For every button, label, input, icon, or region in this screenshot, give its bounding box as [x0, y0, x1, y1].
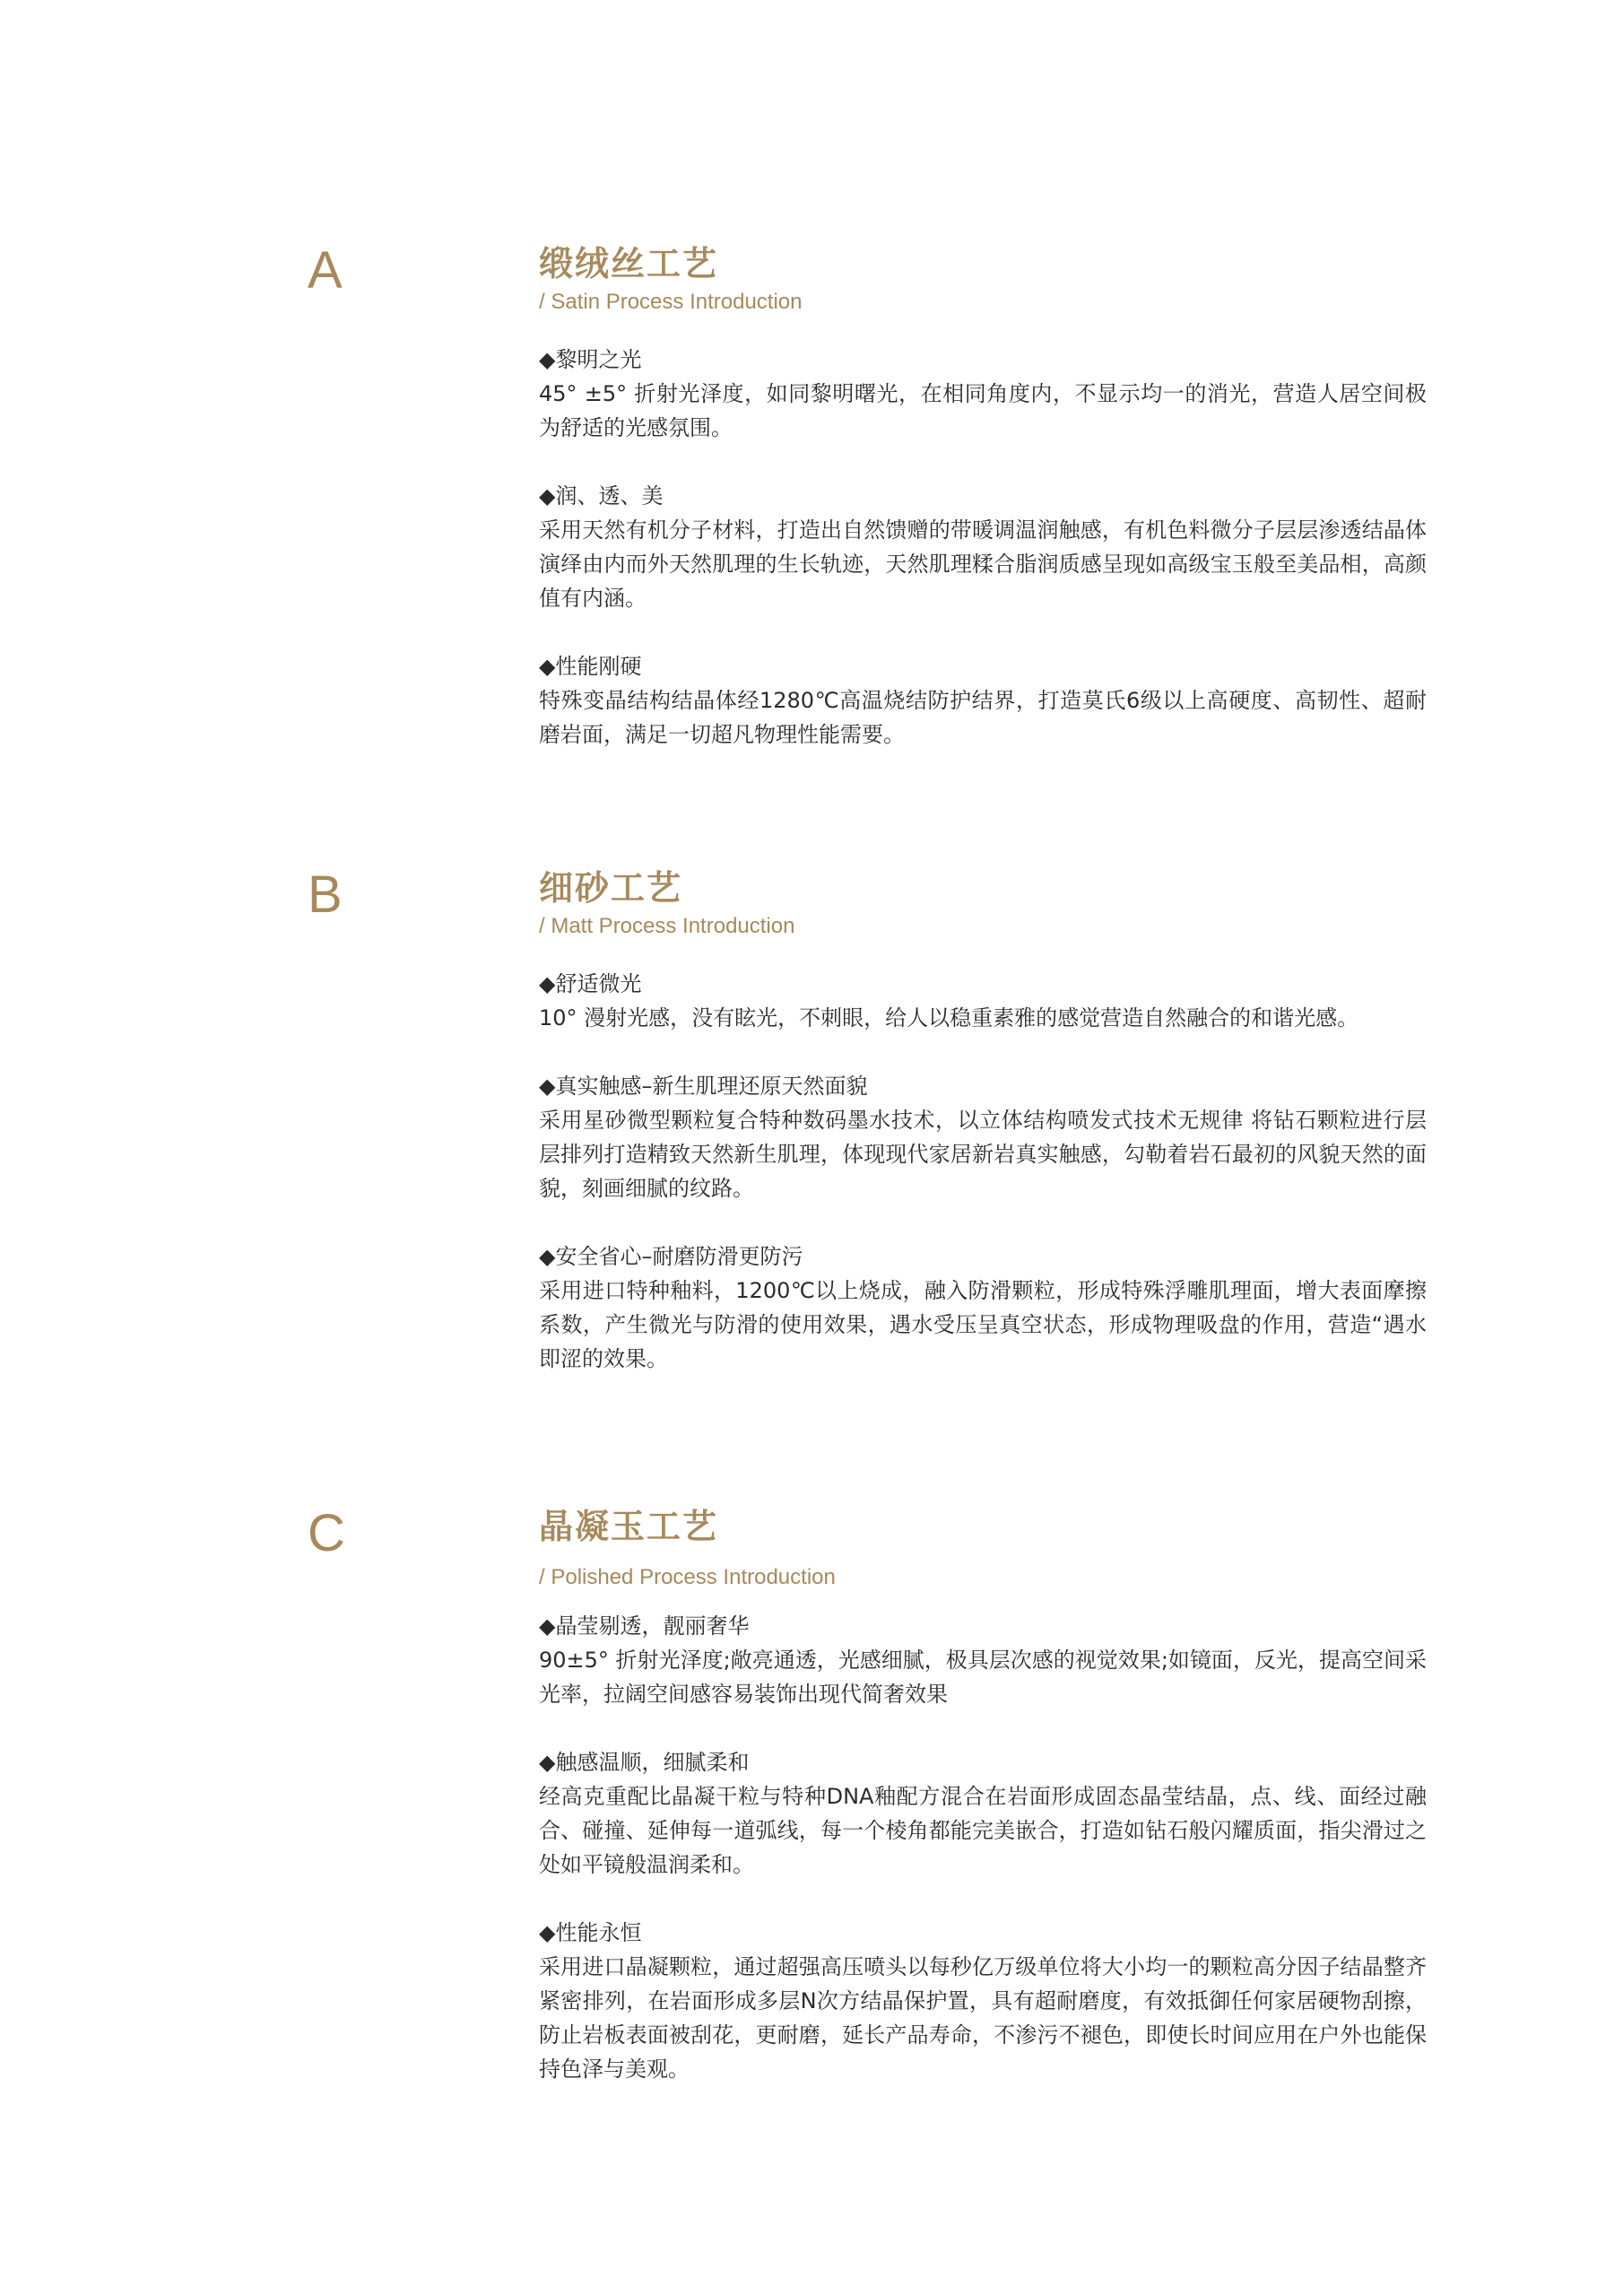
feature-title: ◆性能永恒 [539, 1920, 642, 1945]
feature-body: 经高克重配比晶凝干粒与特种DNA釉配方混合在岩面形成固态晶莹结晶，点、线、面经过融合、碰撞、延伸每一道弧线，每一个棱角都能完美嵌合，打造如钻石般闪耀质面，指尖滑过之处如平镜般温润柔和。 [539, 1784, 1427, 1877]
section-title: 缎绒丝工艺 [539, 244, 719, 283]
section-subtitle: / Polished Process Introduction [539, 1565, 836, 1589]
feature-body: 采用进口晶凝颗粒，通过超强高压喷头以每秒亿万级单位将大小均一的颗粒高分因子结晶整齐紧密排列，在岩面形成多层N次方结晶保护置，具有超耐磨度，有效抵御任何家居硬物刮擦，防止岩板表面被刮花，更耐磨，延长产品寿命，不渗污不褪色，即使长时间应用在户外也能保持色泽与美观。 [539, 1954, 1427, 2082]
section-content [539, 1507, 1436, 2086]
feature-title: ◆晶莹剔透，靓丽奢华 [539, 1613, 750, 1639]
section-letter: C [308, 1504, 345, 1562]
section-content [539, 244, 1436, 752]
feature-item [539, 1239, 1436, 1376]
feature-item [539, 649, 1436, 752]
feature-item [539, 343, 1436, 445]
feature-item [539, 1916, 1436, 2086]
feature-title: ◆润、透、美 [539, 483, 664, 509]
section-title: 细砂工艺 [539, 868, 683, 908]
feature-body: 10° 漫射光感，没有眩光，不刺眼，给人以稳重素雅的感觉营造自然融合的和谐光感。 [539, 1005, 1359, 1031]
section-letter: A [308, 241, 343, 300]
feature-item [539, 967, 1436, 1035]
feature-title: ◆安全省心–耐磨防滑更防污 [539, 1244, 803, 1269]
feature-body: 采用进口特种釉料，1200℃以上烧成，融入防滑颗粒，形成特殊浮雕肌理面，增大表面摩擦系数，产生微光与防滑的使用效果，遇水受压呈真空状态，形成物理吸盘的作用，营造“遇水即涩的效果。 [539, 1278, 1427, 1371]
feature-item [539, 1745, 1436, 1882]
feature-title: ◆触感温顺，细腻柔和 [539, 1750, 750, 1775]
section-title: 晶凝玉工艺 [539, 1507, 719, 1546]
feature-body: 90±5° 折射光泽度;敞亮通透，光感细腻，极具层次感的视觉效果;如镜面，反光，提高空间采光率，拉阔空间感容易装饰出现代简奢效果 [539, 1648, 1427, 1707]
section-subtitle: / Satin Process Introduction [539, 290, 803, 314]
section-content [539, 868, 1436, 1376]
feature-body: 采用星砂微型颗粒复合特种数码墨水技术，以立体结构喷发式技术无规律 将钻石颗粒进行层层排列打造精致天然新生肌理，体现现代家居新岩真实触感，勾勒着岩石最初的风貌天然的面貌，刻画细腻的纹路。 [539, 1108, 1427, 1201]
feature-title: ◆舒适微光 [539, 971, 642, 996]
section-letter: B [308, 865, 343, 924]
feature-item [539, 1069, 1436, 1205]
feature-body: 45° ±5° 折射光泽度，如同黎明曙光，在相同角度内，不显示均一的消光，营造人居空间极为舒适的光感氛围。 [539, 381, 1427, 440]
feature-title: ◆性能刚硬 [539, 654, 642, 679]
feature-body: 特殊变晶结构结晶体经1280℃高温烧结防护结界，打造莫氏6级以上高硬度、高韧性、超耐磨岩面，满足一切超凡物理性能需要。 [539, 688, 1427, 747]
feature-item [539, 1609, 1436, 1711]
feature-title: ◆真实触感–新生肌理还原天然面貌 [539, 1074, 868, 1099]
section-subtitle: / Matt Process Introduction [539, 914, 795, 938]
feature-item [539, 479, 1436, 615]
feature-title: ◆黎明之光 [539, 347, 642, 372]
feature-body: 采用天然有机分子材料，打造出自然馈赠的带暖调温润触感，有机色料微分子层层渗透结晶体演绎由内而外天然肌理的生长轨迹，天然肌理糅合脂润质感呈现如高级宝玉般至美品相，高颜值有内涵。 [539, 517, 1427, 611]
